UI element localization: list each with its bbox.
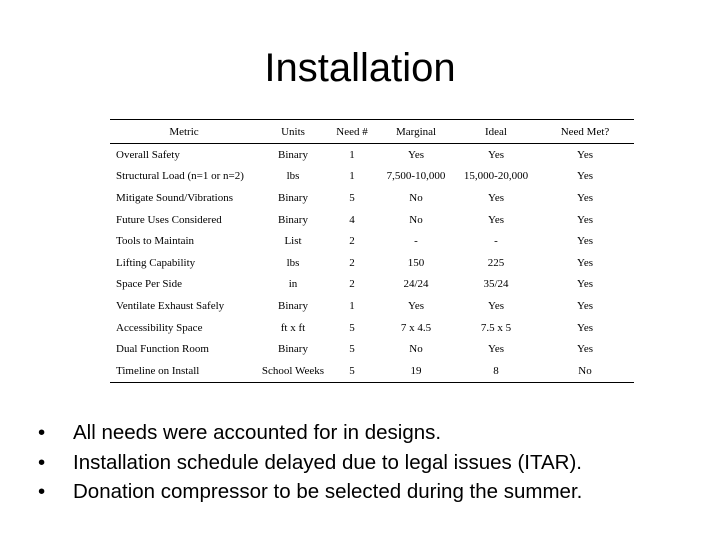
column-header-metric: Metric — [110, 120, 258, 144]
table-row — [110, 338, 634, 360]
marginal-cell: 150 — [407, 256, 425, 269]
metric-cell: Future Uses Considered — [116, 213, 222, 226]
ideal-cell: - — [494, 235, 498, 248]
metrics-table — [110, 119, 634, 383]
column-header-marginal: Marginal — [376, 120, 456, 144]
ideal-cell: 15,000-20,000 — [463, 170, 529, 183]
column-header-units: Units — [258, 120, 328, 144]
need-met-cell: Yes — [576, 170, 593, 183]
units-cell: Binary — [278, 148, 308, 161]
need-met-cell: Yes — [576, 191, 593, 204]
metric-cell: Overall Safety — [116, 148, 180, 161]
need-met-cell: Yes — [576, 299, 593, 312]
need-number-cell: 5 — [349, 343, 355, 356]
bullet-item — [38, 418, 708, 448]
units-cell: in — [288, 278, 298, 291]
column-header-need-met: Need Met? — [536, 120, 634, 144]
units-cell: lbs — [286, 256, 300, 269]
need-met-cell: Yes — [576, 321, 593, 334]
bullet-text: Installation schedule delayed due to legal issues (ITAR). — [73, 450, 582, 474]
need-met-cell: Yes — [576, 278, 593, 291]
bullet-text: Donation compressor to be selected during the summer. — [73, 480, 583, 503]
marginal-cell: No — [409, 191, 423, 204]
bullet-item — [38, 448, 708, 478]
need-number-cell: 4 — [349, 213, 355, 226]
metric-cell: Tools to Maintain — [116, 235, 195, 248]
need-number-cell: 1 — [349, 299, 355, 312]
table-row — [110, 187, 634, 209]
column-header-need-number: Need # — [328, 120, 376, 144]
need-met-cell: Yes — [576, 148, 593, 161]
need-met-cell: Yes — [576, 256, 593, 269]
metric-cell: Structural Load (n=1 or n=2) — [116, 170, 244, 183]
table-row — [110, 144, 634, 166]
need-number-cell: 5 — [349, 321, 355, 334]
table-row — [110, 360, 634, 382]
table-row — [110, 317, 634, 339]
need-met-cell: No — [536, 360, 634, 382]
bullet-marker: • — [38, 450, 46, 474]
units-cell: Binary — [278, 213, 308, 226]
units-cell: Binary — [278, 191, 308, 204]
units-cell: Binary — [278, 343, 308, 356]
need-number-cell: 2 — [349, 256, 355, 269]
need-number-cell: 5 — [349, 191, 355, 204]
ideal-cell: Yes — [487, 299, 504, 312]
bullet-item — [38, 477, 708, 507]
marginal-cell: No — [409, 343, 423, 356]
ideal-cell: Yes — [487, 213, 504, 226]
marginal-cell: 24/24 — [403, 278, 429, 291]
column-header-ideal: Ideal — [456, 120, 536, 144]
units-cell: lbs — [286, 170, 300, 183]
ideal-cell: Yes — [487, 343, 504, 356]
metric-cell: Ventilate Exhaust Safely — [116, 299, 225, 312]
ideal-cell: Yes — [487, 148, 504, 161]
table-row — [110, 166, 634, 188]
need-number-cell: 2 — [349, 278, 355, 291]
table-row — [110, 230, 634, 252]
table-row — [110, 295, 634, 317]
slide-title: Installation — [264, 46, 456, 90]
table-header-row — [110, 120, 634, 144]
need-met-cell: Yes — [576, 213, 593, 226]
metric-cell: Lifting Capability — [116, 256, 196, 269]
need-met-cell: Yes — [576, 235, 593, 248]
metric-cell: Accessibility Space — [116, 321, 203, 334]
units-cell: Binary — [278, 299, 308, 312]
need-number-cell: 2 — [349, 235, 355, 248]
marginal-cell: 7,500-10,000 — [386, 170, 446, 183]
ideal-cell: 35/24 — [483, 278, 509, 291]
metric-cell: Timeline on Install — [110, 360, 258, 382]
need-met-cell: Yes — [576, 343, 593, 356]
metric-cell: Mitigate Sound/Vibrations — [116, 191, 233, 204]
need-number-cell: 5 — [328, 360, 376, 382]
ideal-cell: 225 — [487, 256, 505, 269]
bullet-text: All needs were accounted for in designs. — [73, 421, 442, 444]
units-cell: List — [284, 235, 302, 248]
marginal-cell: 19 — [376, 360, 456, 382]
table-row — [110, 209, 634, 231]
table-row — [110, 274, 634, 296]
ideal-cell: 7.5 x 5 — [480, 321, 512, 334]
bullet-marker: • — [38, 421, 46, 444]
bullet-list — [38, 418, 708, 507]
units-cell: ft x ft — [280, 321, 306, 334]
ideal-cell: Yes — [487, 191, 504, 204]
marginal-cell: No — [409, 213, 423, 226]
bullet-marker: • — [38, 480, 46, 503]
marginal-cell: 7 x 4.5 — [400, 321, 432, 334]
ideal-cell: 8 — [456, 360, 536, 382]
need-number-cell: 1 — [349, 170, 355, 183]
units-cell: School Weeks — [258, 360, 328, 382]
need-number-cell: 1 — [349, 148, 355, 161]
marginal-cell: Yes — [407, 148, 424, 161]
table-row — [110, 252, 634, 274]
marginal-cell: - — [414, 235, 418, 248]
marginal-cell: Yes — [407, 299, 424, 312]
metric-cell: Dual Function Room — [116, 343, 209, 356]
metric-cell: Space Per Side — [116, 278, 182, 291]
metrics-table-container — [110, 119, 634, 383]
